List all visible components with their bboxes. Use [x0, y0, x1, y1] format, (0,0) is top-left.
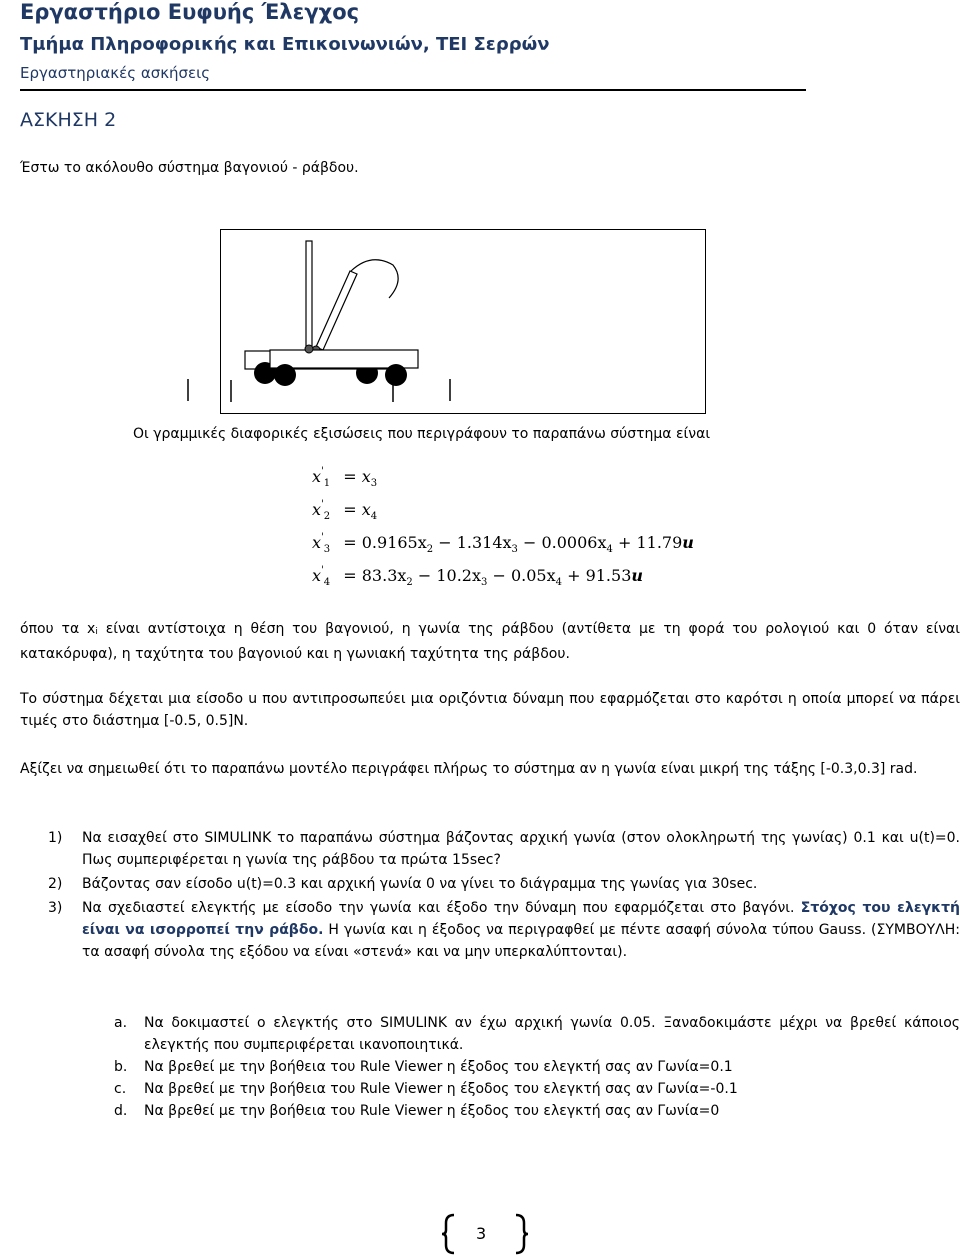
paragraph-model-validity: Αξίζει να σημειωθεί ότι το παραπάνω μοντέλο περιγράφει πλήρως το σύστημα αν η γωνία είναι μικρή της τάξης [-0.3,0.3] rad.: [20, 761, 918, 777]
department-name: Τμήμα Πληροφορικής και Επικοινωνιών, ΤΕΙ Σερρών: [20, 34, 550, 55]
subtask-item: a. Να δοκιμαστεί ο ελεγκτής στο SIMULINK αν έχω αρχική γωνία 0.05. Ξαναδοκιμάστε μέχρι να βρεθεί κάποιος ελεγκτής που συμπεριφέρεται ικανοποιητικά.: [114, 1015, 960, 1053]
equation-2: $x'_2 = x_4$: [312, 499, 378, 522]
exercise-title: ΑΣΚΗΣΗ 2: [20, 109, 117, 131]
task-item: 2) Βάζοντας σαν είσοδο u(t)=0.3 και αρχική γωνία 0 να γίνει το διάγραμμα της γωνίας για 30sec.: [48, 876, 758, 892]
equation-1: $x'_1 = x_3$: [312, 466, 378, 489]
intro-text: Έστω το ακόλουθο σύστημα βαγονιού - ράβδου.: [20, 160, 359, 176]
upright-wheel-right: [385, 364, 407, 386]
task-item: 3) Να σχεδιαστεί ελεγκτής με είσοδο την γωνία και έξοδο την δύναμη που εφαρμόζεται στο βαγόνι. Στόχος του ελεγκτή είναι να ισορροπεί την ράβδο. Η γωνία και η έξοδος να περιγραφθεί με πέντε ασαφή σύνολα τύπου Gauss. (ΣΥΜΒΟΥΛΗ: τα ασαφή σύνολα της εξόδου να είναι «στενά» και να μην υπερκαλύπτονται).: [48, 900, 960, 960]
state-equations: [312, 466, 732, 596]
paragraph-input: Το σύστημα δέχεται μια είσοδο u που αντιπροσωπεύει μια οριζόντια δύναμη που εφαρμόζεται στο καρότσι η οποία μπορεί να πάρει τιμές στο διάστημα [-0.5, 0.5]N.: [20, 691, 960, 729]
header-subtitle: Εργαστηριακές ασκήσεις: [20, 64, 211, 82]
subtask-item: d. Να βρεθεί με την βοήθεια του Rule Viewer η έξοδος του ελεγκτή σας αν Γωνία=0: [114, 1103, 720, 1119]
page-number: 3: [476, 1224, 487, 1243]
subtask-list: [114, 1012, 960, 1122]
task-goal-bold: Στόχος του ελεγκτή είναι να ισορροπεί την ράβδο.: [82, 900, 960, 938]
equation-4: $x'_4 = 83.3x_2 - 10.2x_3 - 0.05x_4 + 91.53u$: [312, 565, 644, 588]
upright-rod: [306, 241, 312, 349]
equations-intro: Οι γραμμικές διαφορικές εξισώσεις που περιγράφουν το παραπάνω σύστημα είναι: [133, 426, 711, 442]
subtask-item: b. Να βρεθεί με την βοήθεια του Rule Viewer η έξοδος του ελεγκτή σας αν Γωνία=0.1: [114, 1059, 733, 1075]
upright-pivot: [305, 345, 313, 353]
upright-wheel-left: [274, 364, 296, 386]
task-list: [48, 827, 960, 963]
equation-3: $x'_3 = 0.9165x_2 - 1.314x_3 - 0.0006x_4 + 11.79u$: [312, 532, 694, 555]
task-item: 1) Να εισαχθεί στο SIMULINK το παραπάνω σύστημα βάζοντας αρχική γωνία (στον ολοκληρωτή της γωνίας) 0.1 και u(t)=0. Πως συμπεριφέρεται η γωνία της ράβδου τα πρώτα 15sec?: [48, 830, 960, 868]
paragraph-variables: όπου τα xi είναι αντίστοιχα η θέση του βαγονιού, η γωνία της ράβδου (αντίθετα με τη φορά του ρολογιού και 0 όταν είναι κατακόρυφα), η ταχύτητα του βαγονιού και η γωνιακή ταχύτητα της ράβδου.: [20, 621, 960, 662]
subtask-item: c. Να βρεθεί με την βοήθεια του Rule Viewer η έξοδος του ελεγκτή σας αν Γωνία=-0.1: [114, 1081, 738, 1097]
lab-title: Εργαστήριο Ευφυής Έλεγχος: [20, 0, 360, 24]
